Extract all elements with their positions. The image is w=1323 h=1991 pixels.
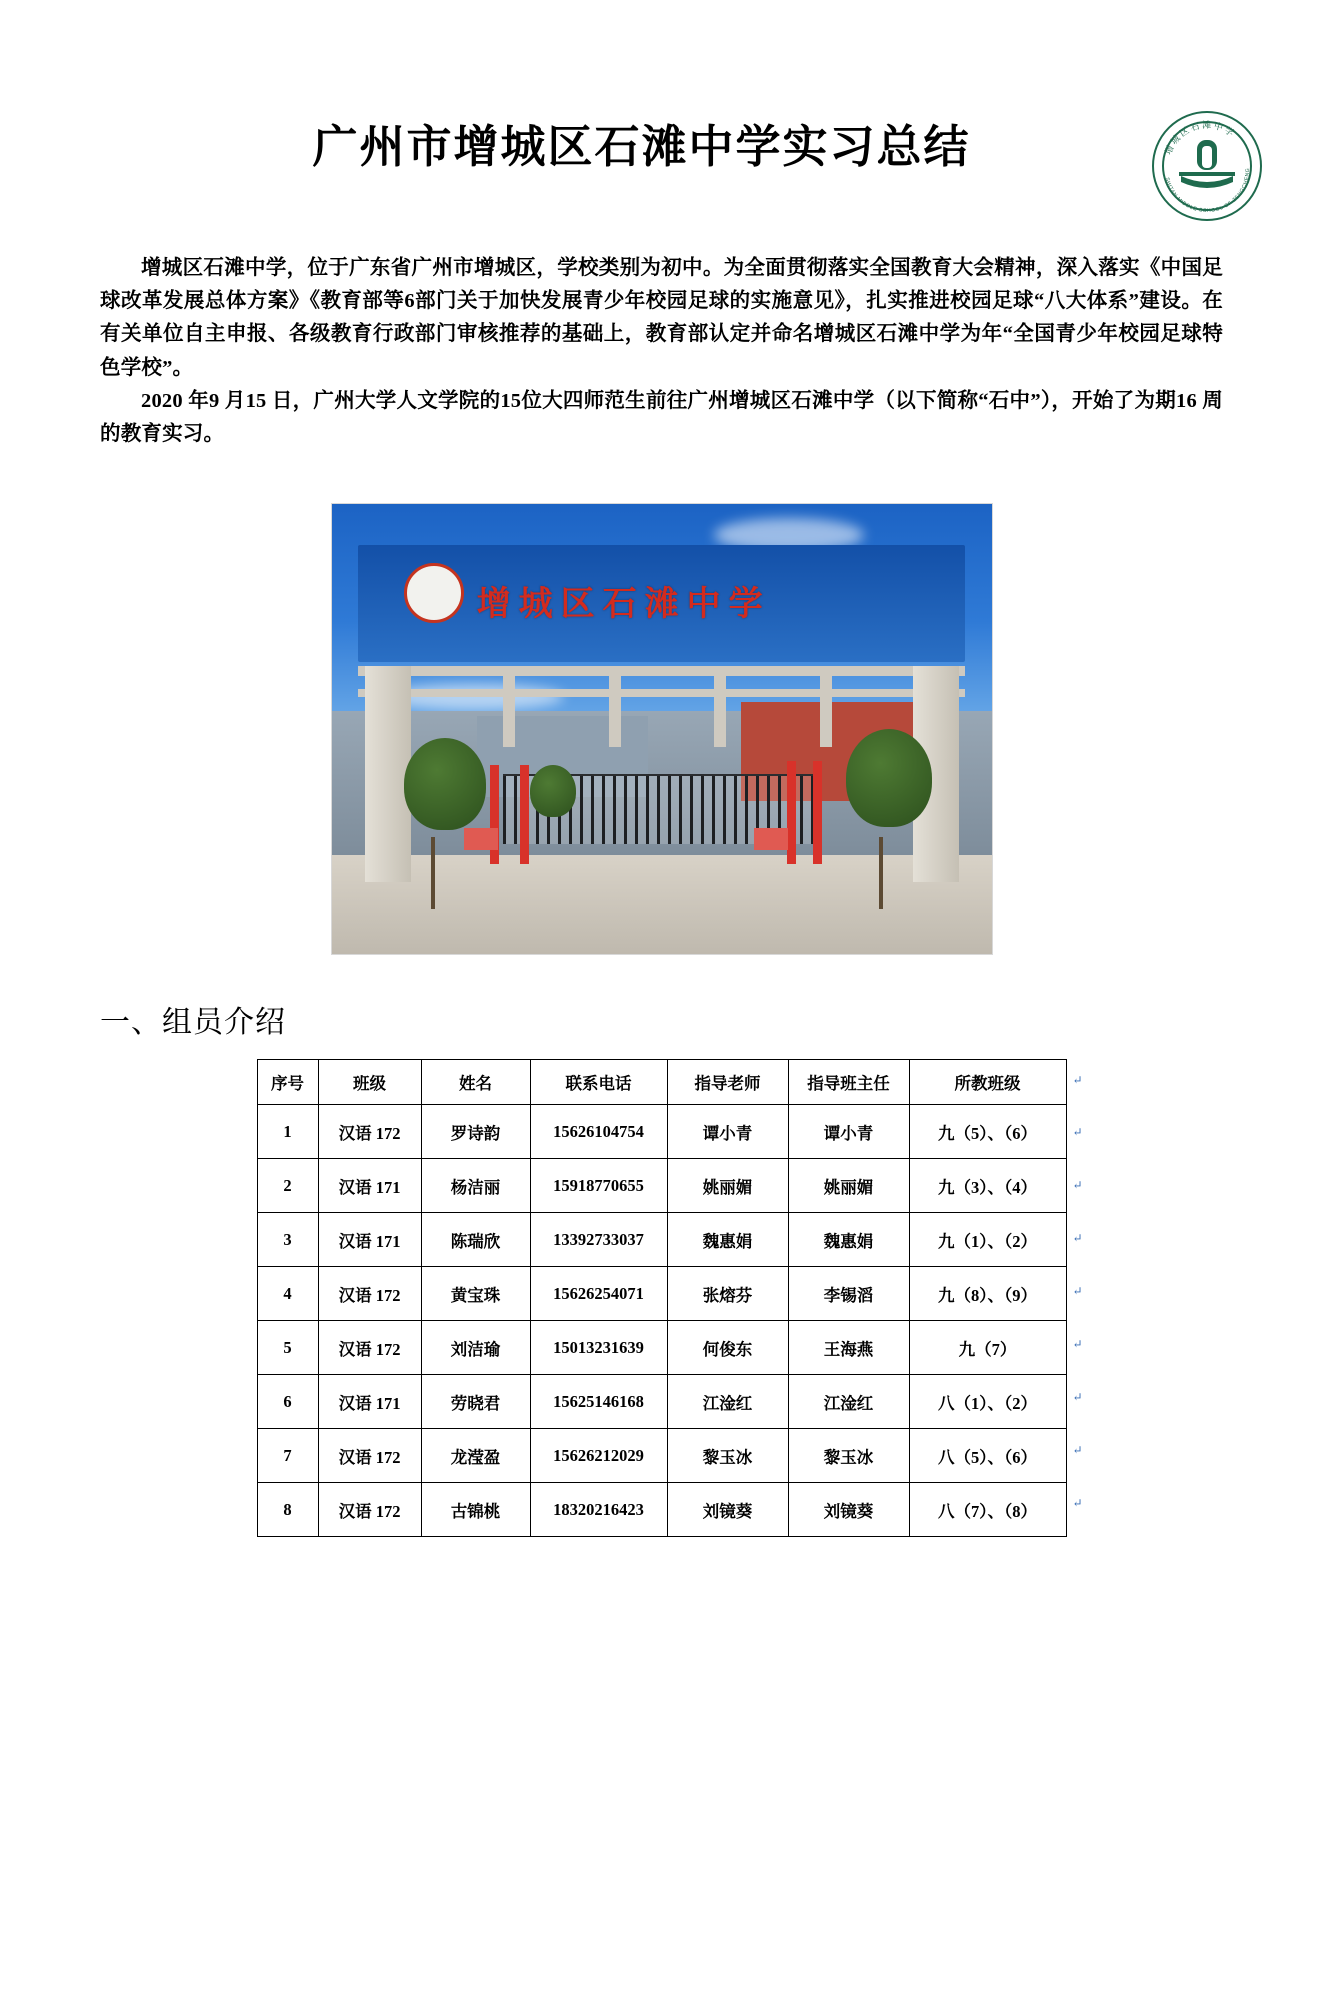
members-table xyxy=(257,1059,1067,1537)
school-emblem-icon xyxy=(1151,110,1263,222)
photo-red-banner xyxy=(787,761,796,865)
paragraph-mark: ↵ xyxy=(1072,1284,1083,1299)
cell-phone: 15626212029 xyxy=(530,1429,667,1483)
cell-name: 刘洁瑜 xyxy=(421,1321,530,1375)
cell-class: 汉语 172 xyxy=(318,1105,421,1159)
cell-name: 陈瑞欣 xyxy=(421,1213,530,1267)
page-title: 广州市增城区石滩中学实习总结 xyxy=(312,122,971,172)
cell-head-teacher: 刘镜葵 xyxy=(788,1483,909,1537)
cell-class: 汉语 172 xyxy=(318,1267,421,1321)
cell-name: 龙滢盈 xyxy=(421,1429,530,1483)
photo-tree xyxy=(404,738,486,830)
cell-head-teacher: 魏惠娟 xyxy=(788,1213,909,1267)
th-no: 序号 xyxy=(257,1060,318,1105)
table-row xyxy=(257,1159,1066,1213)
photo-beam xyxy=(714,666,726,747)
cell-no: 4 xyxy=(257,1267,318,1321)
photo-banner-box xyxy=(754,828,788,850)
members-table-outer xyxy=(257,1059,1083,1537)
svg-text:SHITAN MIDDLE SCHOOL OF ZENGCH: SHITAN MIDDLE SCHOOL OF ZENGCHENG xyxy=(1163,167,1252,215)
photo-signboard-text: 增城区石滩中学 xyxy=(476,586,771,624)
cell-phone: 18320216423 xyxy=(530,1483,667,1537)
table-row xyxy=(257,1483,1066,1537)
cell-teacher: 黎玉冰 xyxy=(667,1429,788,1483)
school-gate-photo xyxy=(331,503,993,955)
cell-class: 汉语 172 xyxy=(318,1321,421,1375)
cell-phone: 15013231639 xyxy=(530,1321,667,1375)
cell-teacher: 张熔芬 xyxy=(667,1267,788,1321)
cell-class: 汉语 171 xyxy=(318,1375,421,1429)
paragraph-mark: ↵ xyxy=(1072,1073,1083,1088)
document-page xyxy=(0,120,1323,1991)
photo-beam xyxy=(503,666,515,747)
cell-grade: 八（1）、（2） xyxy=(909,1375,1066,1429)
cell-phone: 15625146168 xyxy=(530,1375,667,1429)
photo-signboard-emblem xyxy=(404,563,464,623)
paragraph-mark: ↵ xyxy=(1072,1390,1083,1405)
table-row xyxy=(257,1321,1066,1375)
intro-paragraphs xyxy=(100,252,1223,451)
th-name: 姓名 xyxy=(421,1060,530,1105)
cell-teacher: 谭小青 xyxy=(667,1105,788,1159)
table-row xyxy=(257,1375,1066,1429)
cell-no: 7 xyxy=(257,1429,318,1483)
cell-head-teacher: 姚丽媚 xyxy=(788,1159,909,1213)
cell-name: 劳晓君 xyxy=(421,1375,530,1429)
paragraph-2: 2020 年9 月15 日，广州大学人文学院的15位大四师范生前往广州增城区石滩中学（以下简称“石中”），开始了为期16 周的教育实习。 xyxy=(100,389,1223,446)
table-row xyxy=(257,1105,1066,1159)
photo-beam xyxy=(358,666,965,676)
table-row xyxy=(257,1213,1066,1267)
cell-head-teacher: 谭小青 xyxy=(788,1105,909,1159)
cell-head-teacher: 黎玉冰 xyxy=(788,1429,909,1483)
section-heading-members: 一、组员介绍 xyxy=(100,1006,286,1040)
cell-class: 汉语 171 xyxy=(318,1213,421,1267)
cell-grade: 九（7） xyxy=(909,1321,1066,1375)
cell-teacher: 刘镜葵 xyxy=(667,1483,788,1537)
photo-beam xyxy=(609,666,621,747)
paragraph-mark: ↵ xyxy=(1072,1337,1083,1352)
table-header-row xyxy=(257,1060,1066,1105)
cell-class: 汉语 172 xyxy=(318,1429,421,1483)
members-table-wrap xyxy=(100,1059,1223,1537)
cell-no: 6 xyxy=(257,1375,318,1429)
title-row xyxy=(100,119,1252,230)
photo-beam xyxy=(820,666,832,747)
th-head-teacher: 指导班主任 xyxy=(788,1060,909,1105)
school-photo-wrap xyxy=(100,503,1223,955)
cell-head-teacher: 王海燕 xyxy=(788,1321,909,1375)
cell-grade: 八（7）、（8） xyxy=(909,1483,1066,1537)
cell-phone: 15626254071 xyxy=(530,1267,667,1321)
cell-class: 汉语 172 xyxy=(318,1483,421,1537)
cell-class: 汉语 171 xyxy=(318,1159,421,1213)
th-phone: 联系电话 xyxy=(530,1060,667,1105)
cell-no: 2 xyxy=(257,1159,318,1213)
cell-head-teacher: 李锡滔 xyxy=(788,1267,909,1321)
cell-grade: 九（5）、（6） xyxy=(909,1105,1066,1159)
photo-red-banner xyxy=(813,761,822,865)
cell-teacher: 姚丽媚 xyxy=(667,1159,788,1213)
th-class: 班级 xyxy=(318,1060,421,1105)
paragraph-mark: ↵ xyxy=(1072,1443,1083,1458)
cell-name: 罗诗韵 xyxy=(421,1105,530,1159)
photo-tree-trunk xyxy=(431,837,435,909)
cell-no: 5 xyxy=(257,1321,318,1375)
cell-grade: 九（3）、（4） xyxy=(909,1159,1066,1213)
paragraph-mark: ↵ xyxy=(1072,1125,1083,1140)
table-row xyxy=(257,1267,1066,1321)
paragraph-mark: ↵ xyxy=(1072,1178,1083,1193)
cell-phone: 15918770655 xyxy=(530,1159,667,1213)
table-row xyxy=(257,1429,1066,1483)
cell-phone: 13392733037 xyxy=(530,1213,667,1267)
cell-teacher: 何俊东 xyxy=(667,1321,788,1375)
cell-no: 1 xyxy=(257,1105,318,1159)
cell-name: 黄宝珠 xyxy=(421,1267,530,1321)
photo-tree-trunk xyxy=(879,837,883,909)
cell-grade: 九（8）、（9） xyxy=(909,1267,1066,1321)
photo-tree xyxy=(530,765,576,817)
paragraph-1: 增城区石滩中学，位于广东省广州市增城区，学校类别为初中。为全面贯彻落实全国教育大会精神，深入落实《中国足球改革发展总体方案》《教育部等6部门关于加快发展青少年校园足球的实施意见》，扎实推进校园足球“八大体系”建设。在有关单位自主申报、各级教育行政部门审核推荐的基础上，教育部认定并命名增城区石滩中学为年“全国青少年校园足球特色学校”。 xyxy=(100,257,1223,379)
photo-tree xyxy=(846,729,932,827)
cell-teacher: 江淦红 xyxy=(667,1375,788,1429)
cell-grade: 九（1）、（2） xyxy=(909,1213,1066,1267)
photo-banner-box xyxy=(464,828,498,850)
th-grade: 所教班级 xyxy=(909,1060,1066,1105)
cell-name: 古锦桃 xyxy=(421,1483,530,1537)
cell-head-teacher: 江淦红 xyxy=(788,1375,909,1429)
paragraph-mark: ↵ xyxy=(1072,1496,1083,1511)
cell-teacher: 魏惠娟 xyxy=(667,1213,788,1267)
paragraph-mark: ↵ xyxy=(1072,1231,1083,1246)
cell-phone: 15626104754 xyxy=(530,1105,667,1159)
photo-beam xyxy=(358,689,965,697)
cell-name: 杨洁丽 xyxy=(421,1159,530,1213)
photo-red-banner xyxy=(520,765,529,864)
cell-grade: 八（5）、（6） xyxy=(909,1429,1066,1483)
th-teacher: 指导老师 xyxy=(667,1060,788,1105)
svg-text:增城区石滩中学: 增城区石滩中学 xyxy=(1162,119,1238,157)
cell-no: 8 xyxy=(257,1483,318,1537)
cell-no: 3 xyxy=(257,1213,318,1267)
photo-pillar-left xyxy=(365,666,411,882)
